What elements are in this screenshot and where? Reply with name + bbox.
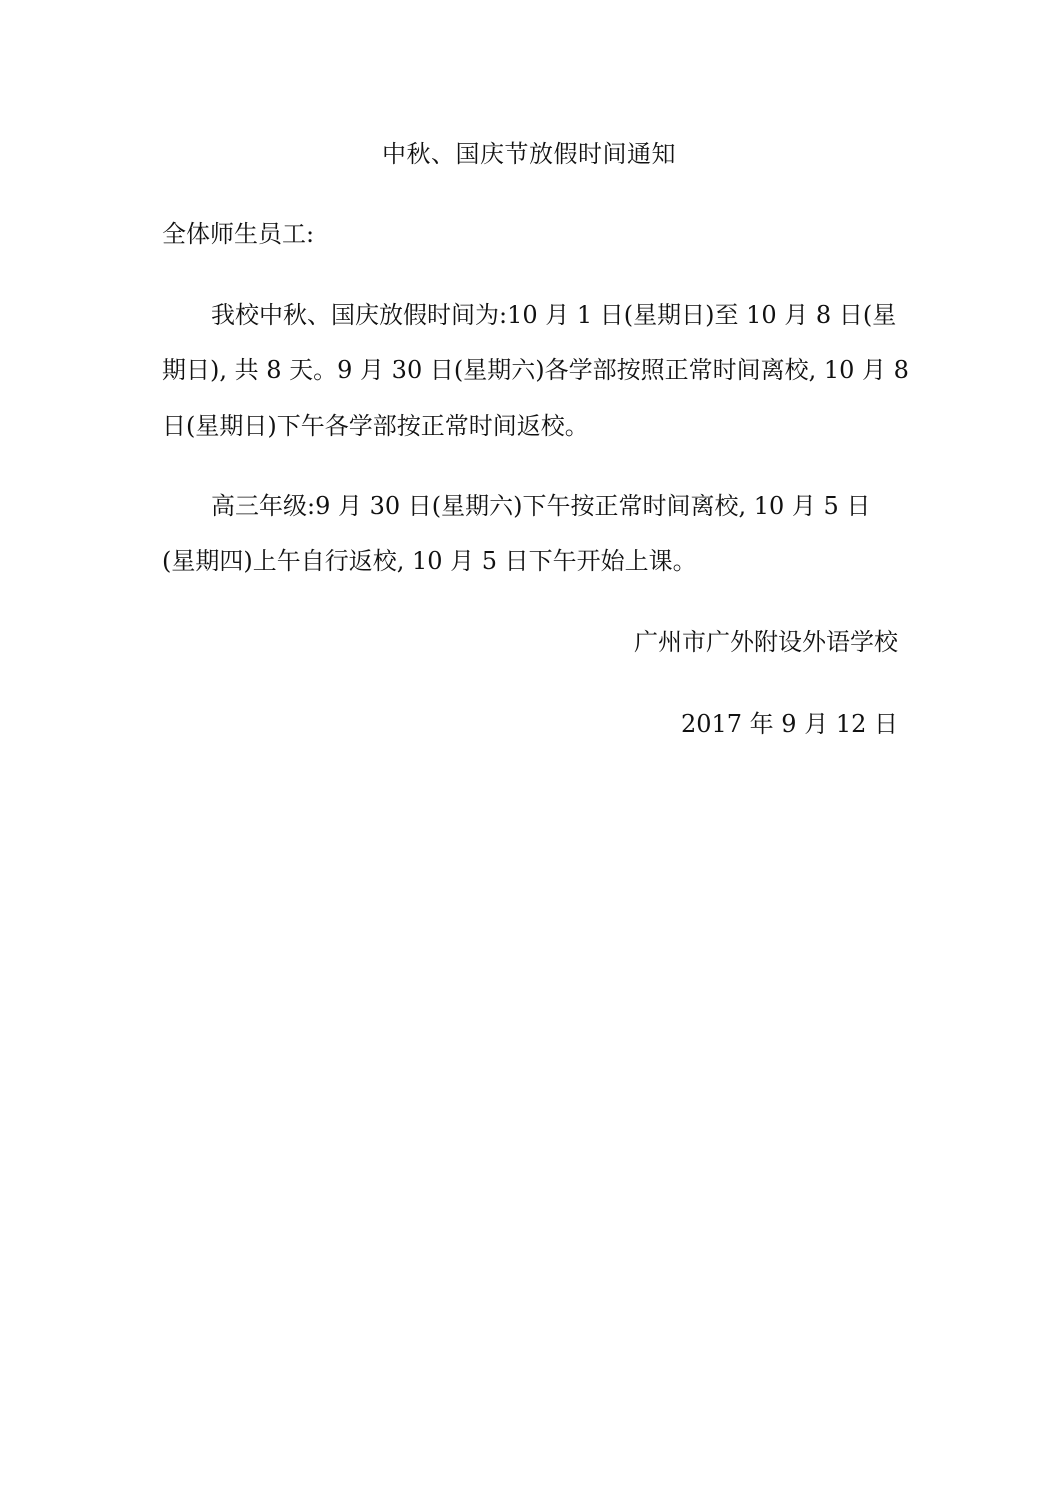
paragraph-line: 日(星期日)下午各学部按正常时间返校。 bbox=[162, 412, 589, 440]
paragraph-line: (星期四)上午自行返校, 10 月 5 日下午开始上课。 bbox=[162, 547, 697, 575]
paragraph-line: 我校中秋、国庆放假时间为:10 月 1 日(星期日)至 10 月 8 日(星 bbox=[211, 301, 897, 329]
salutation: 全体师生员工: bbox=[162, 220, 315, 248]
paragraph-line: 期日), 共 8 天。9 月 30 日(星期六)各学部按照正常时间离校, 10 月 8 bbox=[162, 356, 909, 384]
issue-date: 2017 年 9 月 12 日 bbox=[680, 710, 898, 738]
document-title: 中秋、国庆节放假时间通知 bbox=[382, 140, 676, 168]
issuer-signature: 广州市广外附设外语学校 bbox=[634, 628, 898, 656]
paragraph-line: 高三年级:9 月 30 日(星期六)下午按正常时间离校, 10 月 5 日 bbox=[211, 492, 871, 520]
